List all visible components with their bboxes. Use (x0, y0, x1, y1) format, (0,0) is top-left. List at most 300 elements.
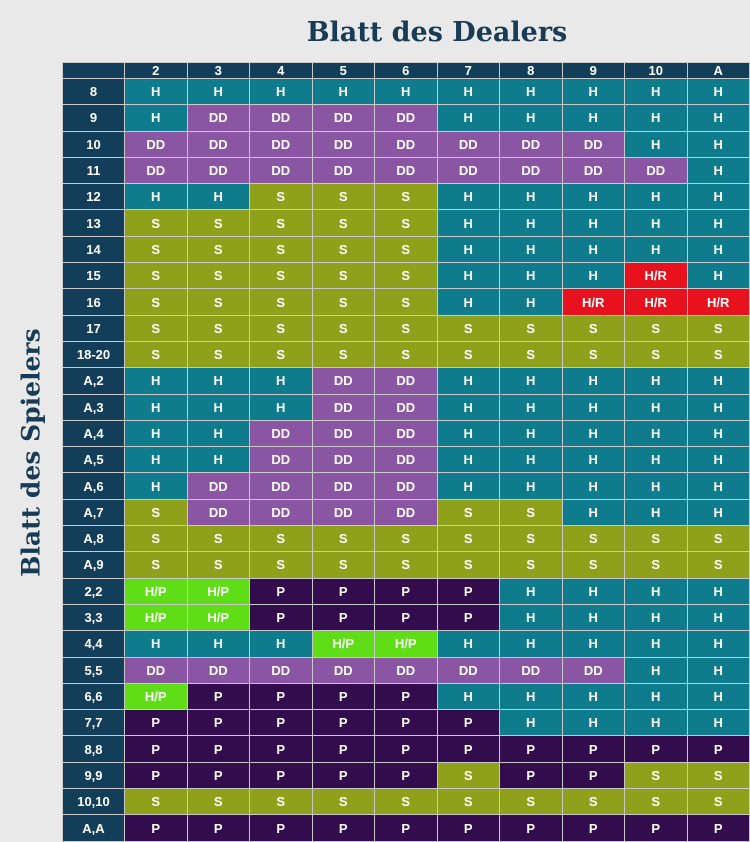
dealer-card-header: 4 (250, 63, 313, 79)
action-cell: P (625, 736, 688, 762)
action-cell: DD (375, 131, 438, 157)
player-axis (0, 62, 62, 842)
action-cell: H (375, 79, 438, 105)
table-row (63, 210, 750, 236)
action-cell: S (187, 341, 250, 367)
action-cell: H (625, 368, 688, 394)
action-cell: DD (312, 420, 375, 446)
action-cell: S (187, 552, 250, 578)
table-row (63, 736, 750, 762)
table-row (63, 394, 750, 420)
action-cell: H (125, 184, 188, 210)
action-cell: P (437, 578, 500, 604)
action-cell: H (625, 420, 688, 446)
action-cell: DD (375, 473, 438, 499)
action-cell: S (125, 315, 188, 341)
dealer-card-header: 6 (375, 63, 438, 79)
action-cell: S (437, 341, 500, 367)
action-cell: H (500, 473, 563, 499)
table-row (63, 473, 750, 499)
dealer-card-header: 2 (125, 63, 188, 79)
action-cell: H (562, 473, 625, 499)
action-cell: H (687, 210, 750, 236)
player-hand-label: 10 (63, 131, 125, 157)
action-cell: P (312, 683, 375, 709)
action-cell: H (625, 683, 688, 709)
table-row (63, 552, 750, 578)
dealer-card-header: 5 (312, 63, 375, 79)
action-cell: DD (250, 157, 313, 183)
table-row (63, 631, 750, 657)
player-hand-label: A,A (63, 815, 125, 842)
action-cell: H/P (125, 578, 188, 604)
action-cell: H/P (125, 683, 188, 709)
action-cell: S (312, 552, 375, 578)
action-cell: H (437, 683, 500, 709)
action-cell: P (312, 710, 375, 736)
chart-title: Blatt des Dealers (306, 16, 568, 48)
action-cell: DD (312, 157, 375, 183)
action-cell: DD (375, 657, 438, 683)
action-cell: S (375, 315, 438, 341)
action-cell: H (625, 631, 688, 657)
action-cell: DD (375, 157, 438, 183)
action-cell: H (500, 236, 563, 262)
table-row (63, 131, 750, 157)
action-cell: P (250, 710, 313, 736)
player-hand-label: A,2 (63, 368, 125, 394)
action-cell: P (375, 736, 438, 762)
action-cell: S (187, 789, 250, 815)
action-cell: H (500, 79, 563, 105)
action-cell: P (375, 578, 438, 604)
player-hand-label: 8 (63, 79, 125, 105)
action-cell: H (187, 631, 250, 657)
action-cell: P (500, 736, 563, 762)
action-cell: H (500, 263, 563, 289)
action-cell: H (125, 473, 188, 499)
action-cell: H/R (625, 289, 688, 315)
action-cell: S (500, 341, 563, 367)
player-hand-label: 3,3 (63, 604, 125, 630)
action-cell: H (500, 184, 563, 210)
action-cell: H (562, 368, 625, 394)
action-cell: S (250, 526, 313, 552)
action-cell: S (312, 315, 375, 341)
action-cell: H (437, 184, 500, 210)
action-cell: S (375, 184, 438, 210)
action-cell: S (625, 552, 688, 578)
action-cell: P (187, 683, 250, 709)
action-cell: H (125, 394, 188, 420)
player-axis-label: Blatt des Spielers (16, 327, 46, 577)
player-hand-label: 17 (63, 315, 125, 341)
action-cell: S (125, 210, 188, 236)
player-hand-label: A,8 (63, 526, 125, 552)
action-cell: H (687, 236, 750, 262)
action-cell: S (562, 789, 625, 815)
table-row (63, 789, 750, 815)
player-hand-label: A,6 (63, 473, 125, 499)
table-row (63, 762, 750, 788)
player-hand-label: 5,5 (63, 657, 125, 683)
action-cell: H (500, 604, 563, 630)
action-cell: H (687, 578, 750, 604)
action-cell: S (625, 315, 688, 341)
table-row (63, 683, 750, 709)
action-cell: P (312, 815, 375, 842)
action-cell: H/P (375, 631, 438, 657)
action-cell: DD (437, 131, 500, 157)
action-cell: P (500, 815, 563, 842)
action-cell: S (437, 526, 500, 552)
action-cell: P (250, 604, 313, 630)
action-cell: S (250, 289, 313, 315)
action-cell: S (187, 289, 250, 315)
action-cell: P (687, 815, 750, 842)
action-cell: H (562, 236, 625, 262)
dealer-card-header: 10 (625, 63, 688, 79)
action-cell: H (125, 79, 188, 105)
action-cell: DD (312, 394, 375, 420)
action-cell: P (187, 710, 250, 736)
player-hand-label: 11 (63, 157, 125, 183)
player-hand-label: A,7 (63, 499, 125, 525)
action-cell: H (562, 79, 625, 105)
table-row (63, 447, 750, 473)
action-cell: H (500, 710, 563, 736)
action-cell: DD (375, 420, 438, 446)
dealer-card-header: 9 (562, 63, 625, 79)
action-cell: H (187, 447, 250, 473)
action-cell: H (562, 210, 625, 236)
action-cell: H (562, 420, 625, 446)
action-cell: P (187, 762, 250, 788)
action-cell: H (625, 710, 688, 736)
table-row (63, 157, 750, 183)
action-cell: S (687, 341, 750, 367)
player-hand-label: 4,4 (63, 631, 125, 657)
table-row (63, 526, 750, 552)
action-cell: P (250, 578, 313, 604)
action-cell: S (250, 263, 313, 289)
action-cell: H (500, 578, 563, 604)
action-cell: S (250, 236, 313, 262)
action-cell: S (687, 315, 750, 341)
player-hand-label: 2,2 (63, 578, 125, 604)
action-cell: P (562, 736, 625, 762)
action-cell: H (187, 420, 250, 446)
action-cell: DD (187, 131, 250, 157)
action-cell: H (625, 394, 688, 420)
action-cell: P (125, 762, 188, 788)
table-row (63, 578, 750, 604)
player-hand-label: 8,8 (63, 736, 125, 762)
table-row (63, 815, 750, 842)
action-cell: H (437, 394, 500, 420)
action-cell: H/P (125, 604, 188, 630)
action-cell: DD (187, 105, 250, 131)
action-cell: H (625, 236, 688, 262)
action-cell: H (500, 631, 563, 657)
action-cell: DD (187, 499, 250, 525)
action-cell: H (687, 683, 750, 709)
action-cell: H (562, 710, 625, 736)
table-row (63, 657, 750, 683)
action-cell: S (312, 289, 375, 315)
player-hand-label: A,5 (63, 447, 125, 473)
action-cell: H (437, 263, 500, 289)
action-cell: S (375, 526, 438, 552)
action-cell: H (687, 263, 750, 289)
action-cell: DD (250, 420, 313, 446)
action-cell: P (187, 736, 250, 762)
action-cell: DD (250, 447, 313, 473)
action-cell: H (437, 447, 500, 473)
action-cell: S (312, 210, 375, 236)
action-cell: S (562, 315, 625, 341)
action-cell: DD (562, 657, 625, 683)
action-cell: S (687, 762, 750, 788)
table-row (63, 263, 750, 289)
action-cell: H (687, 394, 750, 420)
action-cell: S (312, 341, 375, 367)
action-cell: S (250, 315, 313, 341)
action-cell: H (500, 683, 563, 709)
action-cell: S (250, 789, 313, 815)
action-cell: DD (187, 473, 250, 499)
action-cell: H (250, 631, 313, 657)
action-cell: P (437, 604, 500, 630)
action-cell: H/P (187, 604, 250, 630)
table-row (63, 420, 750, 446)
action-cell: S (687, 552, 750, 578)
action-cell: P (500, 762, 563, 788)
action-cell: P (375, 815, 438, 842)
action-cell: H (250, 394, 313, 420)
action-cell: H (500, 210, 563, 236)
action-cell: P (625, 815, 688, 842)
action-cell: S (625, 762, 688, 788)
action-cell: H (562, 604, 625, 630)
action-cell: H (250, 368, 313, 394)
action-cell: DD (250, 657, 313, 683)
action-cell: DD (375, 105, 438, 131)
action-cell: H (687, 79, 750, 105)
corner-cell (63, 63, 125, 79)
action-cell: S (437, 315, 500, 341)
action-cell: DD (500, 657, 563, 683)
player-hand-label: 9,9 (63, 762, 125, 788)
table-row (63, 79, 750, 105)
action-cell: S (375, 263, 438, 289)
action-cell: P (375, 683, 438, 709)
action-cell: H (437, 289, 500, 315)
action-cell: P (437, 815, 500, 842)
action-cell: H (625, 184, 688, 210)
action-cell: P (312, 736, 375, 762)
action-cell: S (625, 789, 688, 815)
action-cell: P (250, 815, 313, 842)
action-cell: DD (375, 447, 438, 473)
action-cell: H (625, 499, 688, 525)
action-cell: H (187, 368, 250, 394)
action-cell: H (562, 394, 625, 420)
action-cell: P (312, 604, 375, 630)
action-cell: S (125, 552, 188, 578)
action-cell: P (562, 762, 625, 788)
action-cell: S (375, 789, 438, 815)
action-cell: P (687, 736, 750, 762)
action-cell: P (125, 736, 188, 762)
action-cell: DD (312, 473, 375, 499)
action-cell: H (687, 420, 750, 446)
action-cell: S (437, 499, 500, 525)
table-row (63, 236, 750, 262)
action-cell: H (687, 657, 750, 683)
action-cell: DD (125, 157, 188, 183)
action-cell: H (562, 184, 625, 210)
action-cell: H (437, 420, 500, 446)
action-cell: H (687, 184, 750, 210)
action-cell: H/R (562, 289, 625, 315)
action-cell: H (562, 578, 625, 604)
action-cell: DD (625, 157, 688, 183)
action-cell: H (687, 447, 750, 473)
action-cell: H (500, 447, 563, 473)
action-cell: S (375, 552, 438, 578)
action-cell: H (625, 79, 688, 105)
action-cell: S (187, 210, 250, 236)
action-cell: H/P (187, 578, 250, 604)
action-cell: DD (312, 105, 375, 131)
action-cell: DD (250, 131, 313, 157)
action-cell: S (312, 184, 375, 210)
action-cell: DD (562, 131, 625, 157)
action-cell: H (687, 710, 750, 736)
player-hand-label: A,4 (63, 420, 125, 446)
action-cell: DD (187, 657, 250, 683)
table-row (63, 315, 750, 341)
action-cell: H (500, 420, 563, 446)
action-cell: P (250, 736, 313, 762)
player-hand-label: 14 (63, 236, 125, 262)
action-cell: S (687, 526, 750, 552)
action-cell: S (437, 762, 500, 788)
table-row (63, 341, 750, 367)
action-cell: S (312, 236, 375, 262)
action-cell: S (250, 552, 313, 578)
action-cell: DD (312, 368, 375, 394)
action-cell: S (437, 789, 500, 815)
action-cell: P (312, 578, 375, 604)
action-cell: S (500, 552, 563, 578)
action-cell: H (687, 631, 750, 657)
action-cell: H (125, 420, 188, 446)
action-cell: H (562, 263, 625, 289)
action-cell: H (500, 289, 563, 315)
action-cell: H (312, 79, 375, 105)
player-hand-label: 9 (63, 105, 125, 131)
action-cell: H (687, 473, 750, 499)
action-cell: H (687, 105, 750, 131)
action-cell: DD (250, 499, 313, 525)
action-cell: S (562, 341, 625, 367)
player-hand-label: 12 (63, 184, 125, 210)
action-cell: S (562, 526, 625, 552)
action-cell: DD (312, 131, 375, 157)
action-cell: H (562, 499, 625, 525)
action-cell: H (625, 447, 688, 473)
action-cell: P (375, 604, 438, 630)
action-cell: S (125, 236, 188, 262)
player-hand-label: 10,10 (63, 789, 125, 815)
action-cell: P (312, 762, 375, 788)
action-cell: H (125, 447, 188, 473)
action-cell: H (562, 105, 625, 131)
action-cell: DD (437, 157, 500, 183)
action-cell: S (125, 499, 188, 525)
player-hand-label: 15 (63, 263, 125, 289)
action-cell: H (625, 657, 688, 683)
action-cell: DD (375, 499, 438, 525)
action-cell: H (125, 368, 188, 394)
action-cell: S (625, 526, 688, 552)
action-cell: DD (125, 657, 188, 683)
action-cell: S (125, 789, 188, 815)
action-cell: S (250, 184, 313, 210)
action-cell: H/R (625, 263, 688, 289)
action-cell: S (125, 341, 188, 367)
action-cell: S (125, 289, 188, 315)
action-cell: H/R (687, 289, 750, 315)
action-cell: S (312, 789, 375, 815)
action-cell: S (250, 210, 313, 236)
table-row (63, 105, 750, 131)
player-hand-label: 6,6 (63, 683, 125, 709)
table-row (63, 289, 750, 315)
action-cell: P (125, 710, 188, 736)
action-cell: S (250, 341, 313, 367)
action-cell: DD (500, 157, 563, 183)
action-cell: DD (375, 368, 438, 394)
table-row (63, 604, 750, 630)
action-cell: H (187, 394, 250, 420)
action-cell: S (625, 341, 688, 367)
action-cell: S (125, 263, 188, 289)
action-cell: DD (250, 105, 313, 131)
action-cell: H (437, 79, 500, 105)
action-cell: DD (125, 131, 188, 157)
dealer-card-header: 7 (437, 63, 500, 79)
action-cell: H (687, 604, 750, 630)
action-cell: P (437, 710, 500, 736)
action-cell: DD (562, 157, 625, 183)
action-cell: S (500, 789, 563, 815)
action-cell: H (437, 473, 500, 499)
dealer-card-header: A (687, 63, 750, 79)
action-cell: S (375, 236, 438, 262)
action-cell: DD (312, 447, 375, 473)
dealer-card-header: 8 (500, 63, 563, 79)
action-cell: P (250, 762, 313, 788)
action-cell: S (562, 552, 625, 578)
action-cell: H (625, 105, 688, 131)
action-cell: P (187, 815, 250, 842)
action-cell: P (437, 736, 500, 762)
strategy-table (62, 62, 750, 842)
table-row (63, 710, 750, 736)
